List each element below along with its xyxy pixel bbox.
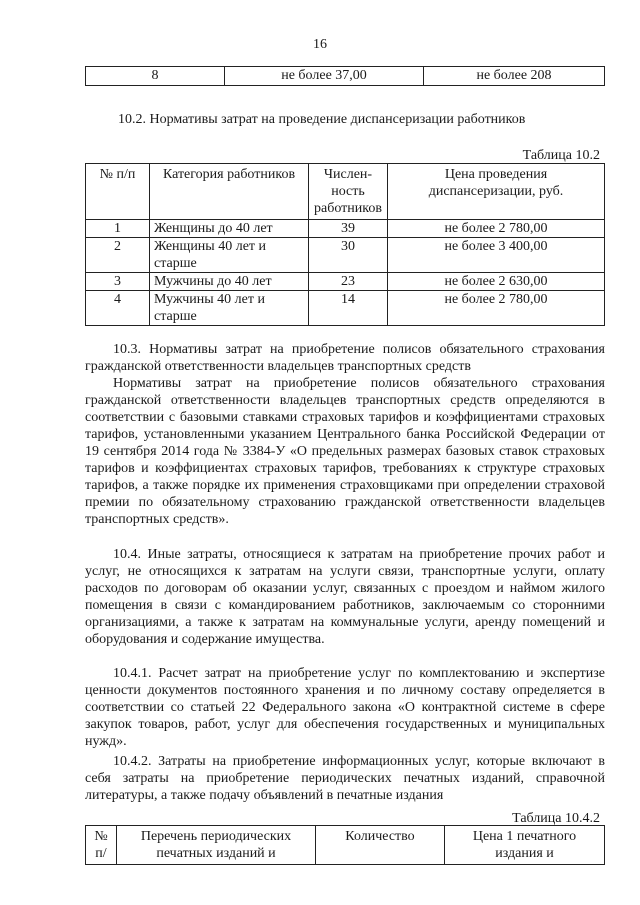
paragraph-10-3-title (85, 341, 605, 375)
row-category: Женщины до 40 лет (150, 220, 309, 238)
header-num: № п/п (86, 164, 150, 220)
row-price: не более 2 630,00 (388, 273, 605, 291)
paragraph-text: 10.4.1. Расчет затрат на приобретение услуг по комплектованию и экспертизе ценности документов постоянного хранения и по личному составу определяется в соответствии со статьей 22 Федерального закона «О контрактной системе в сфере закупок товаров, работ, услуг для обеспечения государственных и муниципальных нужд». (85, 666, 605, 749)
table-row (86, 291, 605, 326)
header-quantity: Количество (316, 826, 445, 865)
row-count: 23 (309, 273, 388, 291)
row-price: не более 2 780,00 (388, 291, 605, 326)
row-category: Мужчины 40 лет и старше (150, 291, 309, 326)
top-table-fragment (85, 66, 605, 86)
paragraph-10-4 (85, 546, 605, 648)
cell-value: не более 37,00 (225, 67, 424, 86)
header-price: Цена проведения диспансеризации, руб. (388, 164, 605, 220)
table-row (86, 220, 605, 238)
cell-value: не более 208 (424, 67, 605, 86)
page-number: 16 (313, 37, 327, 52)
row-number: 1 (86, 220, 150, 238)
row-count: 14 (309, 291, 388, 326)
paragraph-text: 10.4.2. Затраты на приобретение информационных услуг, которые включают в себя затраты на приобретение периодических печатных изданий, справочной литературы, а также подачу объявлений в печатные издания (85, 754, 605, 803)
table-header-row (86, 826, 605, 865)
row-number: 3 (86, 273, 150, 291)
row-number: 4 (86, 291, 150, 326)
row-number: 2 (86, 238, 150, 273)
row-price: не более 2 780,00 (388, 220, 605, 238)
table-10-2 (85, 163, 605, 326)
table-caption: Таблица 10.4.2 (512, 811, 600, 826)
header-category: Категория работников (150, 164, 309, 220)
header-count: Числен-ность работников (309, 164, 388, 220)
table-header-row (86, 164, 605, 220)
row-category: Женщины 40 лет и старше (150, 238, 309, 273)
table-row (86, 67, 605, 86)
header-price: Цена 1 печатного издания и (445, 826, 605, 865)
paragraph-text: 10.4. Иные затраты, относящиеся к затратам на приобретение прочих работ и услуг, не относящихся к затратам на услуги связи, транспортные услуги, оплату расходов по договорам об оказании услуг, связанных с проездом и наймом жилого помещения в связи с командированием работников, заключаемым со сторонними организациями, а также к затратам на коммунальные услуги, аренду помещений и оборудования и содержание имущества. (85, 547, 605, 647)
table-10-4-2 (85, 825, 605, 865)
row-count: 39 (309, 220, 388, 238)
table-row (86, 273, 605, 291)
section-heading-10-2: 10.2. Нормативы затрат на проведение диспансеризации работников (118, 112, 526, 127)
row-count: 30 (309, 238, 388, 273)
table-row (86, 238, 605, 273)
paragraph-text: 10.3. Нормативы затрат на приобретение полисов обязательного страхования гражданской ответственности владельцев транспортных средств (85, 342, 605, 374)
paragraph-10-4-1 (85, 665, 605, 750)
paragraph-10-3-body (85, 375, 605, 528)
row-price: не более 3 400,00 (388, 238, 605, 273)
paragraph-text: Нормативы затрат на приобретение полисов обязательного страхования гражданской ответственности владельцев транспортных средств определяются в соответствии с базовыми ставками страховых тарифов и коэффициентами страховых тарифов, установленными указанием Центрального банка Российской Федерации от 19 сентября 2014 года № 3384-У «О предельных размерах базовых ставок страховых тарифов и коэффициентах страховых тарифов, требованиях к структуре страховых тарифов, а также порядке их применения страховщиками при определении страховой премии по обязательному страхованию гражданской ответственности владельцев транспортных средств». (85, 376, 605, 527)
header-num: № п/ (86, 826, 117, 865)
row-number: 8 (86, 67, 225, 86)
row-category: Мужчины до 40 лет (150, 273, 309, 291)
header-list: Перечень периодических печатных изданий и (117, 826, 316, 865)
table-caption: Таблица 10.2 (522, 148, 600, 163)
paragraph-10-4-2 (85, 753, 605, 804)
